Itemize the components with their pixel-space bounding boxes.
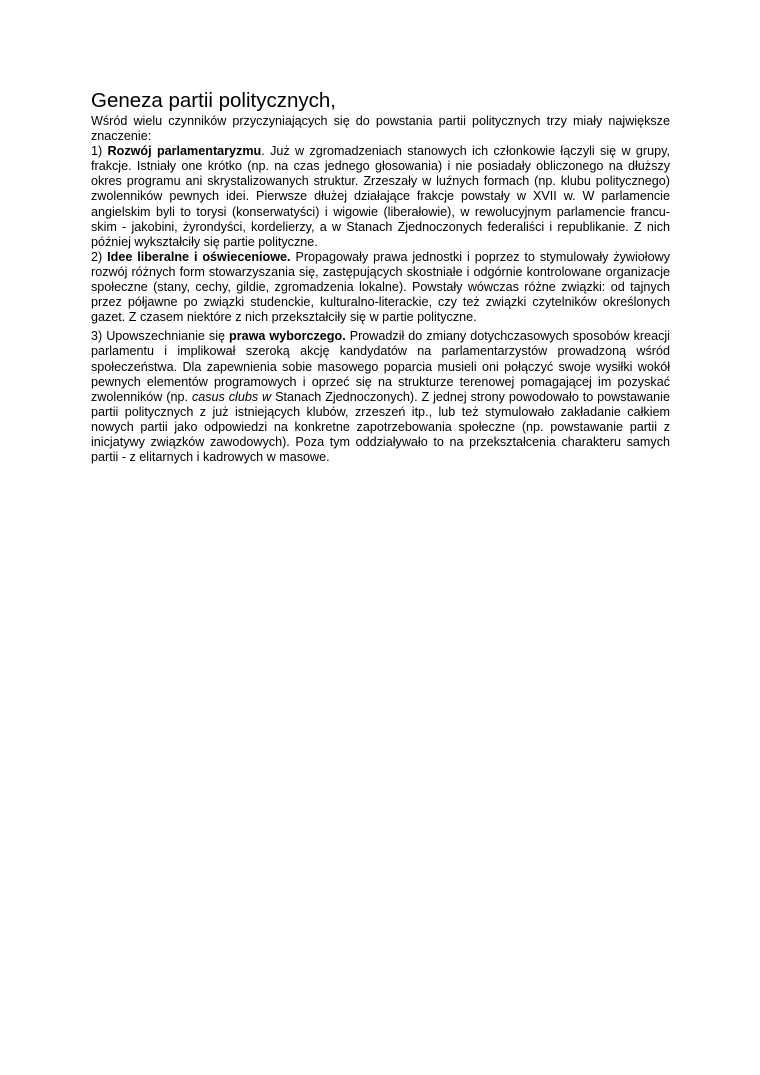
point-2-number: 2) bbox=[91, 249, 103, 264]
point-2-heading: Idee liberalne i oświeceniowe. bbox=[107, 249, 291, 264]
point-3-italic: casus clubs w bbox=[191, 389, 272, 404]
point-1-heading: Rozwój parlamentaryzmu bbox=[107, 144, 262, 159]
point-3-heading: prawa wyborczego. bbox=[229, 329, 346, 344]
document-title: Geneza partii politycznych, bbox=[91, 89, 336, 112]
point-2-paragraph bbox=[91, 250, 670, 325]
point-2-text: Propagowały prawa jednostki i poprzez to stymulowały żywiołowy rozwój różnych form stowarzyszania się, zastępujących skostniałe i odgórnie kontrolowane organizacje społeczne (stany, cechy, gildie, zgromadzenia lokalne). Powstały wówczas różne związki: od tajnych przez półjawne po związki studenckie, kulturalno-literackie, czy też związki czytelników określonych gazet. Z czasem niektóre z nich przekształciły się w partie polityczne. bbox=[91, 249, 671, 325]
point-1-number: 1) bbox=[91, 144, 103, 159]
intro-paragraph: Wśród wielu czynników przyczyniających się do powstania partii politycznych trzy miały największe znaczenie: bbox=[91, 114, 670, 144]
point-1-paragraph bbox=[91, 144, 670, 250]
point-3-text-after: Stanach Zjednoczonych). Z jednej strony powodowało to powstawanie partii politycznych z już istniejących klubów, zrzeszeń itp., lub też stymulowało zakładanie całkiem nowych partii jako odpowiedzi na konkretne zapotrzebowania społeczne (np. powstawanie partii z inicjatywy związków zawodowych). Poza tym oddziaływało to na przekształcenia charakteru samych partii - z elitarnych i kadrowych w masowe. bbox=[91, 389, 670, 465]
point-3-paragraph bbox=[91, 329, 670, 465]
point-3-prefix: 3) Upowszechnianie się bbox=[91, 329, 230, 344]
point-3-text-before: Prowadził do zmiany dotychczasowych sposobów kreacji parlamentu i implikował szeroką akcję kandydatów na parlamentarzystów prowadzoną wśród społeczeństwa. Dla zapewnienia sobie masowego poparcia musieli oni połączyć swoje wysiłki wokół pewnych elementów programowych i oprzeć się na strukturze terenowej pomagającej im pozyskać zwolenników (np. bbox=[91, 329, 670, 404]
point-1-text: . Już w zgromadzeniach stanowych ich członkowie łączyli się w grupy, frakcje. Istniały one krótko (np. na czas jednego głosowania) i nie posiadały obliczonego na dłuższy okres programu ani skrystalizowanych struktur. Zrzeszały w luźnych formach (np. klubu politycznego) zwolenników pewnych idei. Pierwsze dłużej działające frakcje powstały w XVII w. W parlamencie angielskim byli to torysi (konserwatyści) i wigowie (liberałowie), w rewolucyjnym parlamencie francu-skim - jakobini, żyrondyści, kordelierzy, a w Stanach Zjednoczonych federaliści i republikanie. Z nich później wykształciły się partie polityczne. bbox=[91, 144, 670, 249]
document-page bbox=[91, 88, 670, 465]
